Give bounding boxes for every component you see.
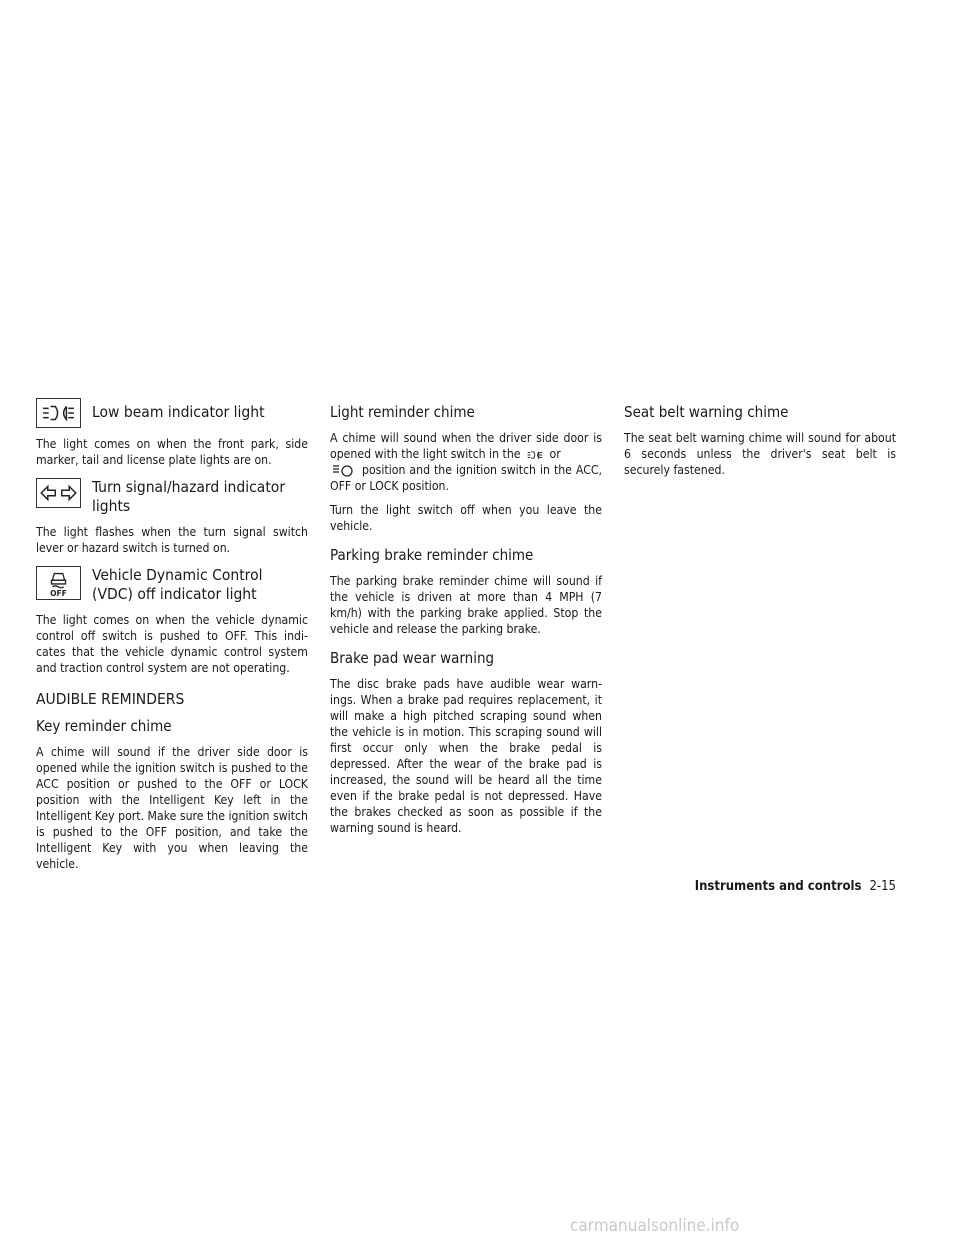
- turn-signal-text: The light flashes when the turn signal switch lever or hazard switch is turned on.: [36, 525, 308, 555]
- auto-light-inline-icon: [330, 464, 358, 478]
- parking-brake-text: The parking brake reminder chime will sound if the vehicle is driven at more than 4 MPH (7 km/h) with the parking brake applied. Stop the vehicle and release the parking brake.: [330, 574, 602, 636]
- light-reminder-text2: Turn the light switch off when you leave the vehicle.: [330, 503, 602, 533]
- brake-pad-title: Brake pad wear warning: [330, 649, 495, 667]
- turn-signal-title-line1: Turn signal/hazard indicator: [92, 478, 286, 496]
- turn-signal-title-line2: lights: [92, 497, 131, 515]
- page-footer: [695, 879, 896, 894]
- light-reminder-title: Light reminder chime: [330, 403, 475, 421]
- vdc-title: [92, 566, 308, 604]
- vdc-text: The light comes on when the vehicle dynamic control off switch is pushed to OFF. This indi-cates that the vehicle dynamic control system and traction control system are not operating.: [36, 613, 308, 675]
- vdc-heading: [36, 566, 308, 604]
- watermark: carmanualsonline.info: [570, 1216, 740, 1236]
- audible-reminders-heading: AUDIBLE REMINDERS: [36, 690, 185, 708]
- turn-signal-heading: [36, 478, 308, 516]
- seat-belt-text: The seat belt warning chime will sound for about 6 seconds unless the driver's seat belt is securely fastened.: [624, 431, 896, 477]
- headlight-inline-icon: [524, 449, 546, 461]
- vdc-off-icon-label: OFF: [50, 589, 67, 599]
- light-reminder-text-part1: A chime will sound when the driver side door is opened with the light switch in the: [330, 431, 602, 461]
- parking-brake-title: Parking brake reminder chime: [330, 546, 534, 564]
- key-reminder-title: Key reminder chime: [36, 717, 172, 735]
- vdc-off-icon: [36, 566, 81, 600]
- light-reminder-text-part2: position and the ignition switch in the ACC, OFF or LOCK position.: [330, 463, 602, 493]
- light-reminder-text-or: or: [549, 447, 561, 461]
- turn-signal-title: [92, 478, 308, 516]
- key-reminder-text: A chime will sound if the driver side door is opened while the ignition switch is pushed to the ACC position or pushed to the OFF or LOCK position with the Intelligent Key left in the Intelligent Key port. Make sure the ignition switch is pushed to the OFF position, and take the Intelligent Key with you when leaving the vehicle.: [36, 745, 308, 871]
- turn-signal-icon: [36, 478, 81, 508]
- low-beam-title: Low beam indicator light: [92, 403, 265, 421]
- footer-section-title: Instruments and controls: [694, 879, 862, 894]
- brake-pad-text: The disc brake pads have audible wear warn-ings. When a brake pad requires replacement, it will make a high pitched scraping sound when the vehicle is in motion. This scraping sound will first occur only when the brake pedal is depressed. After the wear of the brake pad is increased, the sound will be heard all the time even if the brake pedal is not depressed. Have the brakes checked as soon as possible if the warning sound is heard.: [330, 677, 602, 835]
- seat-belt-title: Seat belt warning chime: [624, 403, 789, 421]
- column-right: [624, 398, 896, 478]
- page-number: 2-15: [869, 879, 896, 894]
- column-middle: [330, 398, 602, 836]
- column-left: [36, 398, 308, 872]
- vdc-title-line1: Vehicle Dynamic Control: [92, 566, 263, 584]
- low-beam-heading: [36, 398, 308, 432]
- low-beam-text: The light comes on when the front park, side marker, tail and license plate lights are on.: [36, 437, 308, 467]
- light-reminder-text: [330, 430, 602, 494]
- low-beam-icon: [36, 398, 81, 428]
- vdc-title-line2: (VDC) off indicator light: [92, 585, 257, 603]
